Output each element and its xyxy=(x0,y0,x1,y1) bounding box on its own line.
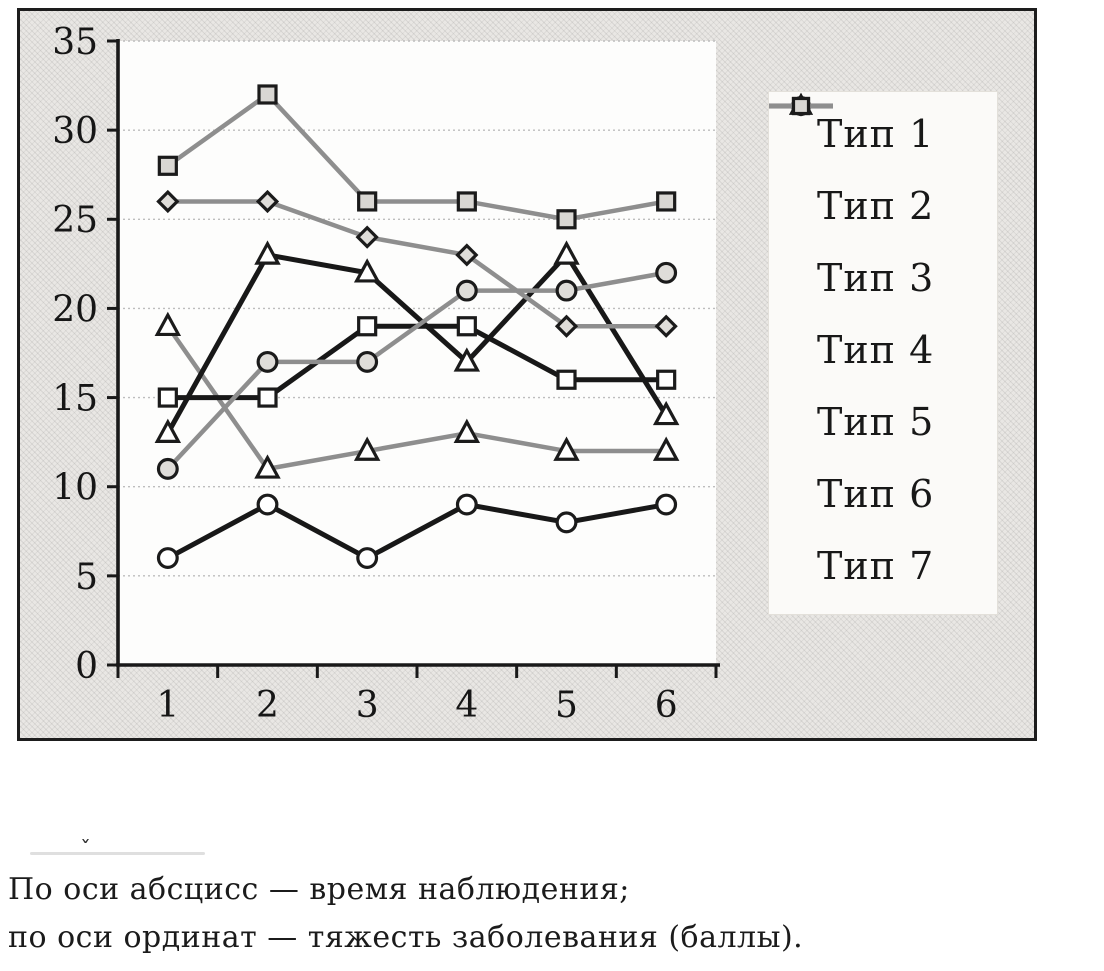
y-tick-label: 20 xyxy=(52,289,98,331)
legend-label: Тип 1 xyxy=(817,112,935,156)
legend-label: Тип 6 xyxy=(817,472,935,516)
legend-item-5 xyxy=(787,386,997,458)
series-marker-square xyxy=(458,318,475,335)
series-marker-square xyxy=(658,371,675,388)
series-marker-circle xyxy=(657,263,676,282)
series-marker-circle xyxy=(258,353,277,372)
series-marker-circle xyxy=(557,513,576,532)
series-marker-circle xyxy=(258,495,277,514)
series-marker-square xyxy=(359,318,376,335)
series-marker-square xyxy=(259,389,276,406)
series-marker-square xyxy=(359,193,376,210)
axes-caption xyxy=(8,866,803,962)
series-marker-circle xyxy=(158,549,177,568)
x-tick-label: 6 xyxy=(654,685,678,726)
y-tick-label: 30 xyxy=(52,111,98,153)
caption-line-1: По оси абсцисс — время наблюдения; xyxy=(8,872,630,907)
series-marker-square xyxy=(558,371,575,388)
x-tick-label: 2 xyxy=(256,685,279,726)
series-marker-circle xyxy=(358,549,377,568)
caption-line-2: по оси ординат — тяжесть заболевания (баллы). xyxy=(8,920,804,955)
series-marker-square xyxy=(458,193,475,210)
legend-item-7 xyxy=(787,530,997,602)
series-marker-circle xyxy=(158,460,177,479)
series-marker-square xyxy=(259,86,276,103)
series-marker-square xyxy=(794,99,809,114)
series-marker-square xyxy=(159,389,176,406)
legend-item-2 xyxy=(787,170,997,242)
chart-panel xyxy=(17,8,1037,741)
x-tick-label: 5 xyxy=(555,685,578,726)
y-tick-label: 0 xyxy=(75,645,98,687)
series-marker-square xyxy=(159,157,176,174)
series-marker-square xyxy=(658,193,675,210)
series-marker-circle xyxy=(557,281,576,300)
scan-smudge xyxy=(30,852,205,855)
series-marker-circle xyxy=(657,495,676,514)
legend-label: Тип 3 xyxy=(817,256,935,300)
series-marker-square xyxy=(558,211,575,228)
y-tick-label: 5 xyxy=(75,556,98,598)
legend-item-4 xyxy=(787,314,997,386)
series-marker-circle xyxy=(358,353,377,372)
legend-label: Тип 4 xyxy=(817,328,935,372)
legend-label: Тип 5 xyxy=(817,400,935,444)
legend-label: Тип 7 xyxy=(817,544,935,588)
x-tick-label: 4 xyxy=(455,685,479,726)
scan-check-mark: ˇ xyxy=(80,838,91,863)
x-tick-label: 3 xyxy=(355,685,379,726)
series-marker-circle xyxy=(457,281,476,300)
legend-item-6 xyxy=(787,458,997,530)
legend-swatch xyxy=(769,92,833,120)
y-tick-label: 25 xyxy=(52,200,98,242)
y-tick-label: 35 xyxy=(52,21,98,63)
y-tick-label: 15 xyxy=(52,378,98,420)
y-tick-label: 10 xyxy=(52,467,98,509)
chart-legend xyxy=(768,91,998,615)
legend-label: Тип 2 xyxy=(817,184,935,228)
legend-item-3 xyxy=(787,242,997,314)
series-marker-circle xyxy=(457,495,476,514)
x-tick-label: 1 xyxy=(156,685,180,726)
